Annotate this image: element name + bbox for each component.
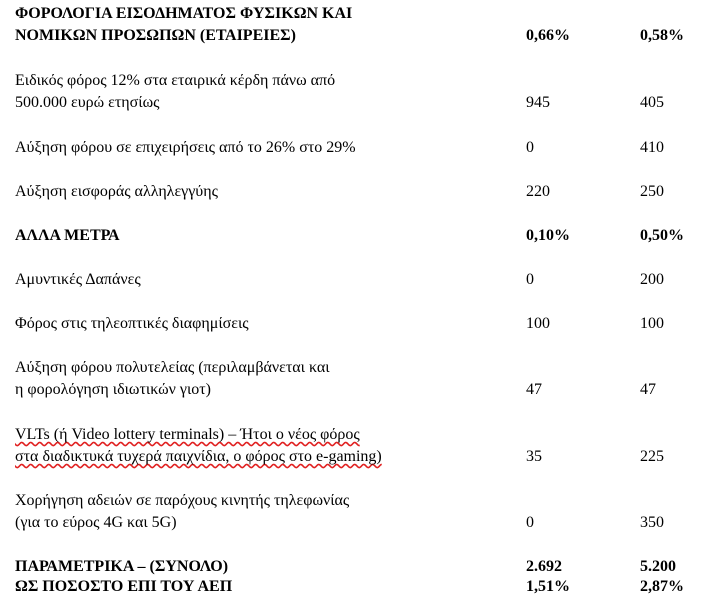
value-col-1: 100 [526,315,550,332]
value-col-1: 0 [526,271,534,288]
value-col-2: 0,50% [640,227,684,244]
value-col-1: 945 [526,94,550,111]
value-col-1: 220 [526,183,550,200]
row-label-line: 500.000 ευρώ ετησίως [15,94,160,111]
row-label-line: στα διαδικτυκά τυχερά παιχνίδια, ο φόρος στο e-gaming) [15,448,382,465]
value-col-2: 5.200 [640,558,676,575]
value-col-1: 35 [526,448,542,465]
value-col-2: 0,58% [640,27,684,44]
row-label-line: Αύξηση φόρου σε επιχειρήσεις από το 26% στο 29% [15,139,356,156]
row-label-line: ΑΛΛΑ ΜΕΤΡΑ [15,227,120,244]
value-col-2: 250 [640,183,664,200]
row-label-line: Ειδικός φόρος 12% στα εταιρικά κέρδη πάνω από [15,72,336,89]
value-col-2: 47 [640,381,656,398]
value-col-1: 0 [526,514,534,531]
row-label-line: Χορήγηση αδειών σε παρόχους κινητής τηλεφωνίας [15,492,350,509]
value-col-1: 2.692 [526,558,562,575]
value-col-1: 0 [526,139,534,156]
row-label-line: Φόρος στις τηλεοπτικές διαφημίσεις [15,315,249,332]
row-label-line: ΝΟΜΙΚΩΝ ΠΡΟΣΩΠΩΝ (ΕΤΑΙΡΕΙΕΣ) [15,27,296,44]
value-col-1: 47 [526,381,542,398]
value-col-2: 410 [640,139,664,156]
row-label-line: ΩΣ ΠΟΣΟΣΤΟ ΕΠΙ ΤΟΥ ΑΕΠ [15,578,233,595]
row-label-line: η φορολόγηση ιδιωτικών γιοτ) [15,381,212,398]
row-label-line: ΠΑΡΑΜΕΤΡΙΚΑ – (ΣΥΝΟΛΟ) [15,558,229,575]
value-col-1: 1,51% [526,578,570,595]
value-col-2: 405 [640,94,664,111]
value-col-1: 0,10% [526,227,570,244]
value-col-2: 100 [640,315,664,332]
row-label-line: Αύξηση φόρου πολυτελείας (περιλαμβάνεται και [15,359,330,376]
row-label-line: Αύξηση εισφοράς αλληλεγγύης [15,183,218,200]
value-col-2: 225 [640,448,664,465]
value-col-2: 350 [640,514,664,531]
row-label-line: (για το εύρος 4G και 5G) [15,514,177,531]
row-label-line: VLTs (ή Video lottery terminals) – Ήτοι ο νέος φόρος [15,426,360,443]
row-label-line: Αμυντικές Δαπάνες [15,271,141,288]
value-col-1: 0,66% [526,27,570,44]
value-col-2: 2,87% [640,578,684,595]
value-col-2: 200 [640,271,664,288]
row-label-line: ΦΟΡΟΛΟΓΙΑ ΕΙΣΟΔΗΜΑΤΟΣ ΦΥΣΙΚΩΝ ΚΑΙ [15,5,353,22]
